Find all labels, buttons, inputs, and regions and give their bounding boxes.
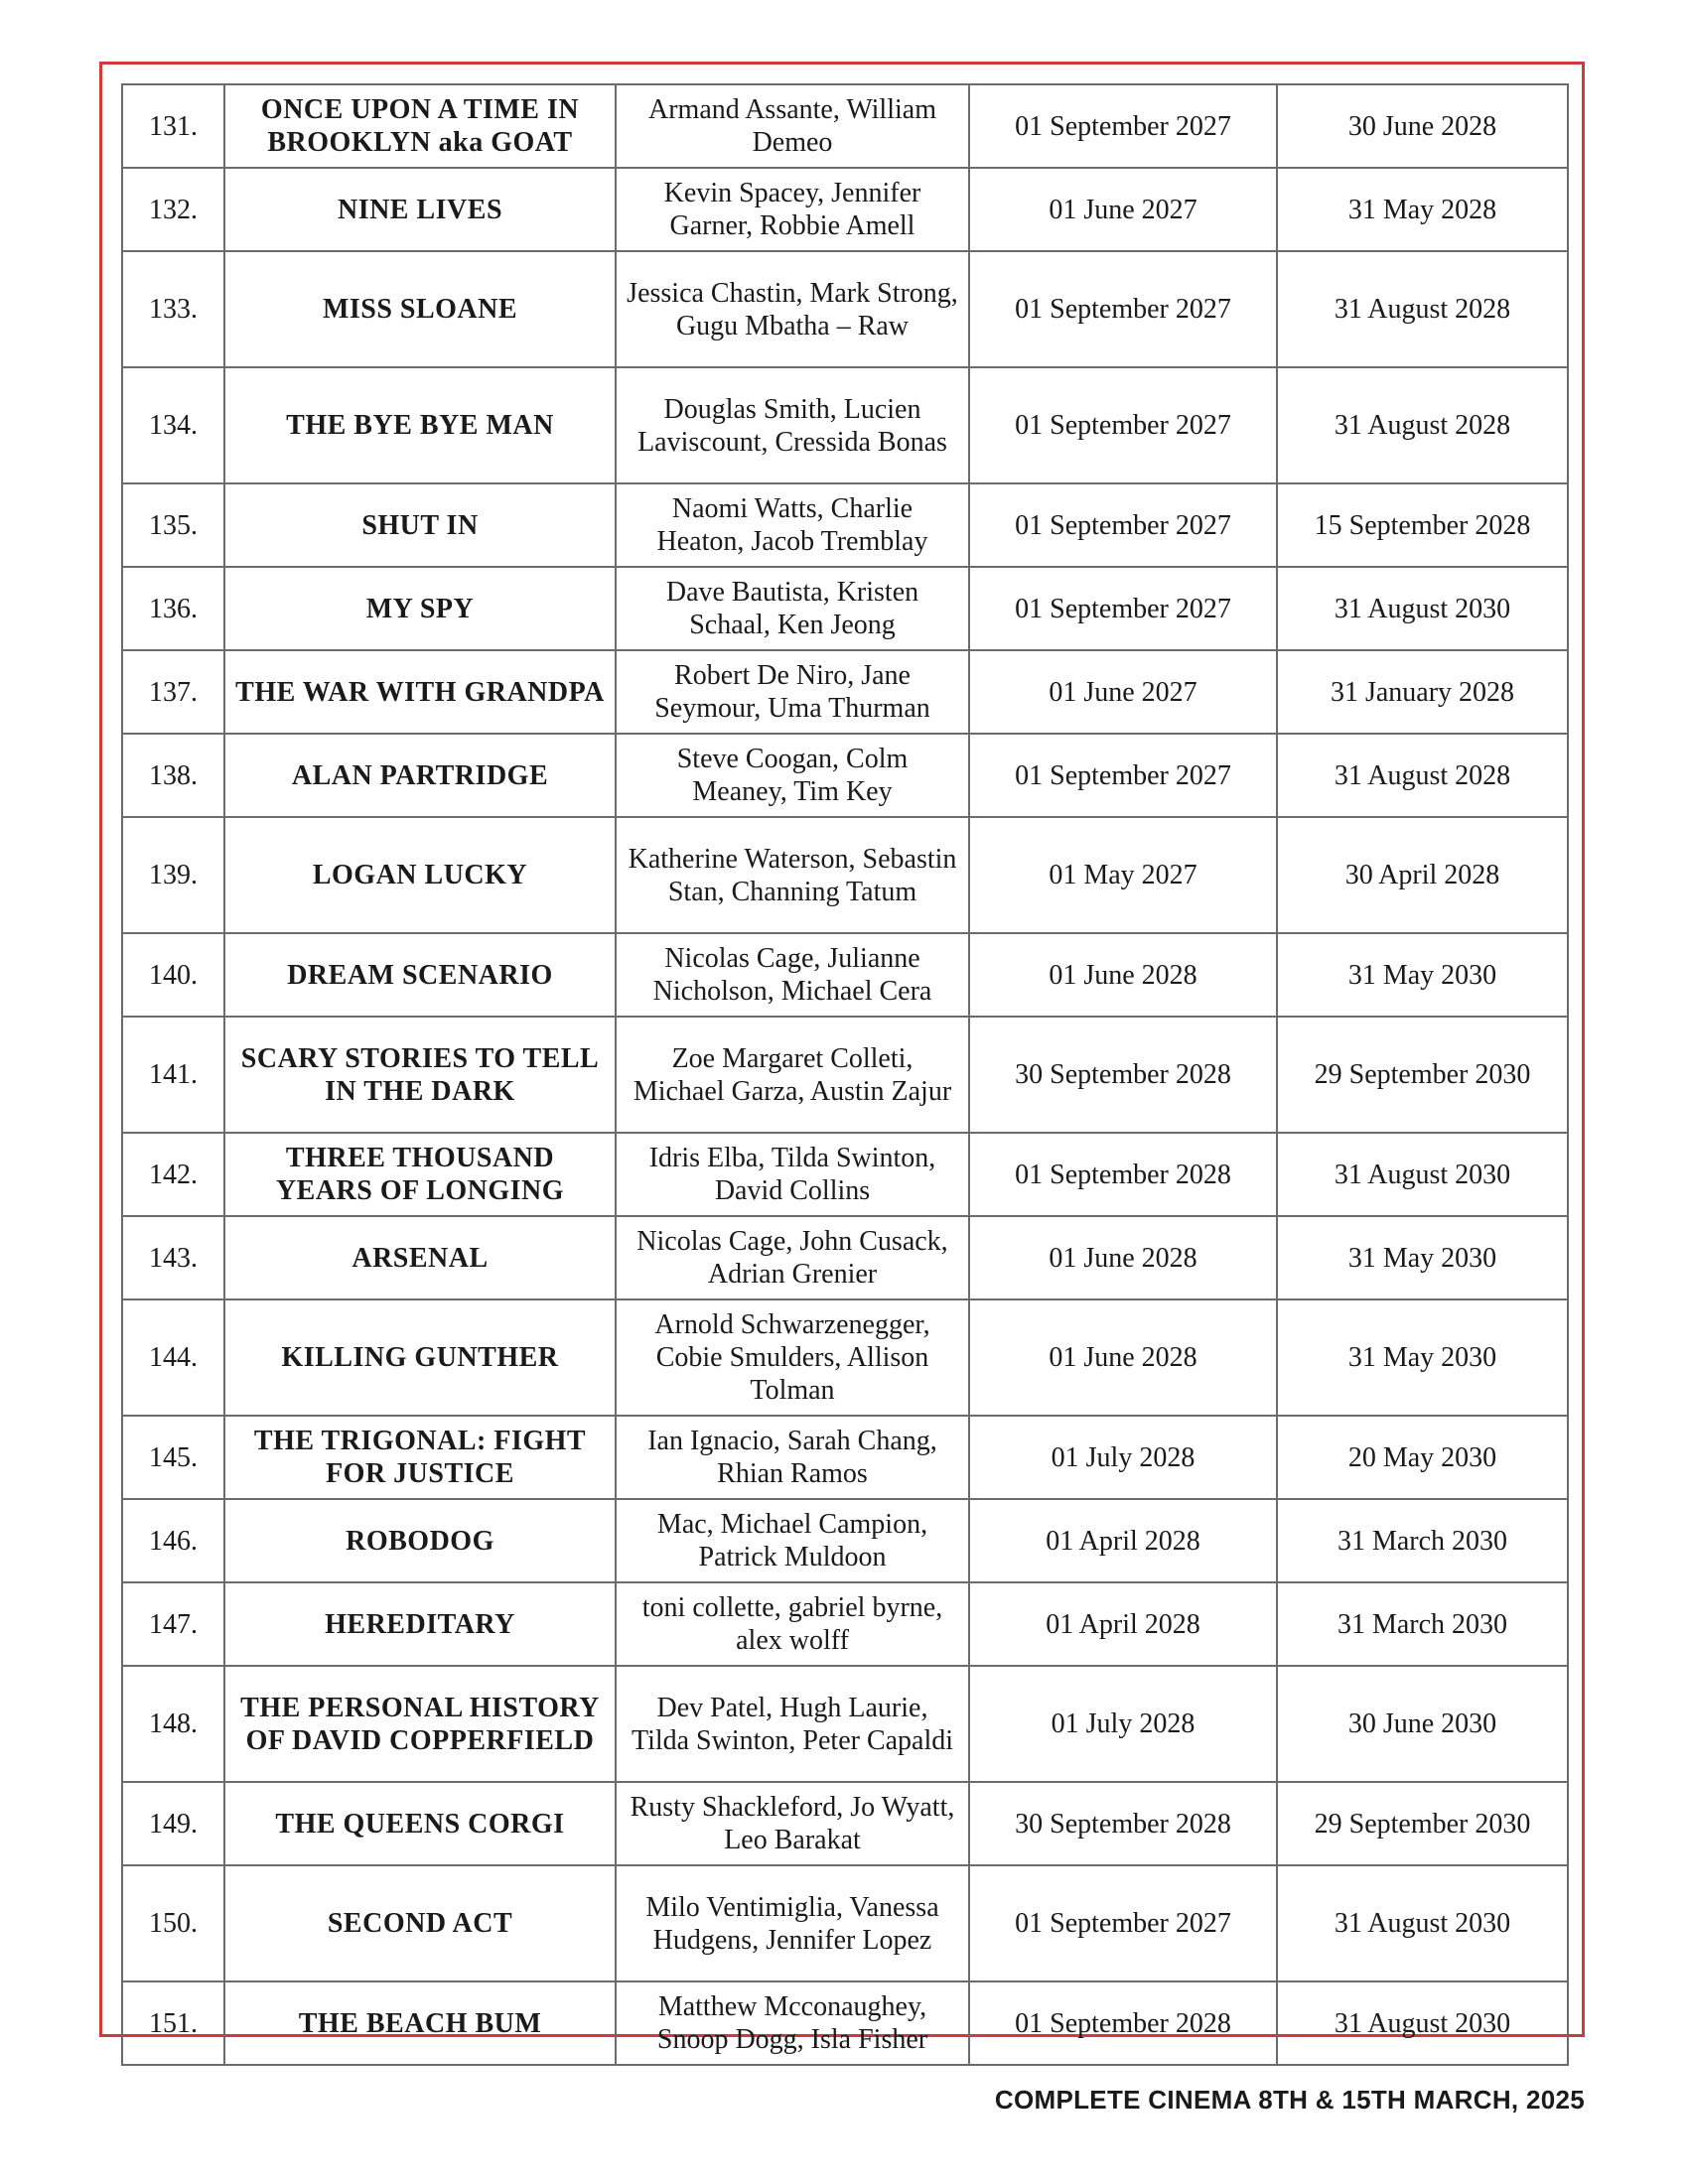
table-row bbox=[122, 251, 1568, 367]
film-title: DREAM SCENARIO bbox=[224, 933, 616, 1017]
film-cast: Zoe Margaret Colleti, Michael Garza, Austin Zajur bbox=[616, 1017, 969, 1133]
license-end-date: 31 August 2028 bbox=[1277, 251, 1568, 367]
license-end-date: 31 August 2030 bbox=[1277, 1865, 1568, 1981]
film-cast: Jessica Chastin, Mark Strong, Gugu Mbatha – Raw bbox=[616, 251, 969, 367]
license-end-date: 29 September 2030 bbox=[1277, 1782, 1568, 1865]
film-number: 134. bbox=[122, 367, 224, 483]
film-title: SCARY STORIES TO TELL IN THE DARK bbox=[224, 1017, 616, 1133]
film-number: 146. bbox=[122, 1499, 224, 1582]
license-start-date: 01 June 2028 bbox=[969, 933, 1277, 1017]
film-cast: Naomi Watts, Charlie Heaton, Jacob Tremblay bbox=[616, 483, 969, 567]
film-number: 148. bbox=[122, 1666, 224, 1782]
film-cast: Dev Patel, Hugh Laurie, Tilda Swinton, Peter Capaldi bbox=[616, 1666, 969, 1782]
film-title: THE PERSONAL HISTORY OF DAVID COPPERFIELD bbox=[224, 1666, 616, 1782]
license-end-date: 31 January 2028 bbox=[1277, 650, 1568, 734]
film-title: THE BEACH BUM bbox=[224, 1981, 616, 2065]
license-start-date: 01 September 2027 bbox=[969, 483, 1277, 567]
film-number: 151. bbox=[122, 1981, 224, 2065]
license-end-date: 15 September 2028 bbox=[1277, 483, 1568, 567]
license-start-date: 01 July 2028 bbox=[969, 1666, 1277, 1782]
table-row bbox=[122, 1782, 1568, 1865]
film-title: THE WAR WITH GRANDPA bbox=[224, 650, 616, 734]
license-end-date: 30 April 2028 bbox=[1277, 817, 1568, 933]
film-number: 132. bbox=[122, 168, 224, 251]
film-cast: Matthew Mcconaughey, Snoop Dogg, Isla Fisher bbox=[616, 1981, 969, 2065]
film-cast: Armand Assante, William Demeo bbox=[616, 84, 969, 168]
license-end-date: 30 June 2030 bbox=[1277, 1666, 1568, 1782]
table-row bbox=[122, 1216, 1568, 1299]
film-title: NINE LIVES bbox=[224, 168, 616, 251]
table-row bbox=[122, 650, 1568, 734]
license-end-date: 31 August 2028 bbox=[1277, 734, 1568, 817]
license-end-date: 31 May 2028 bbox=[1277, 168, 1568, 251]
film-title: THE TRIGONAL: FIGHT FOR JUSTICE bbox=[224, 1416, 616, 1499]
license-start-date: 01 June 2027 bbox=[969, 168, 1277, 251]
license-end-date: 31 May 2030 bbox=[1277, 933, 1568, 1017]
license-start-date: 01 July 2028 bbox=[969, 1416, 1277, 1499]
film-cast: Nicolas Cage, Julianne Nicholson, Michael Cera bbox=[616, 933, 969, 1017]
film-cast: Katherine Waterson, Sebastin Stan, Channing Tatum bbox=[616, 817, 969, 933]
table-row bbox=[122, 1017, 1568, 1133]
films-table bbox=[121, 83, 1569, 2066]
film-number: 131. bbox=[122, 84, 224, 168]
license-end-date: 31 August 2028 bbox=[1277, 367, 1568, 483]
footer-publication-line: COMPLETE CINEMA 8TH & 15TH MARCH, 2025 bbox=[994, 2085, 1585, 2115]
table-row bbox=[122, 84, 1568, 168]
film-number: 145. bbox=[122, 1416, 224, 1499]
film-number: 142. bbox=[122, 1133, 224, 1216]
film-number: 136. bbox=[122, 567, 224, 650]
film-number: 135. bbox=[122, 483, 224, 567]
license-start-date: 01 September 2027 bbox=[969, 567, 1277, 650]
film-cast: Milo Ventimiglia, Vanessa Hudgens, Jennifer Lopez bbox=[616, 1865, 969, 1981]
license-start-date: 01 June 2028 bbox=[969, 1216, 1277, 1299]
license-end-date: 31 March 2030 bbox=[1277, 1582, 1568, 1666]
film-cast: Nicolas Cage, John Cusack, Adrian Grenier bbox=[616, 1216, 969, 1299]
film-title: MISS SLOANE bbox=[224, 251, 616, 367]
film-title: ROBODOG bbox=[224, 1499, 616, 1582]
film-title: MY SPY bbox=[224, 567, 616, 650]
film-number: 133. bbox=[122, 251, 224, 367]
film-number: 137. bbox=[122, 650, 224, 734]
table-row bbox=[122, 1666, 1568, 1782]
film-cast: toni collette, gabriel byrne, alex wolff bbox=[616, 1582, 969, 1666]
film-number: 147. bbox=[122, 1582, 224, 1666]
license-start-date: 01 May 2027 bbox=[969, 817, 1277, 933]
license-end-date: 31 August 2030 bbox=[1277, 567, 1568, 650]
license-end-date: 31 May 2030 bbox=[1277, 1299, 1568, 1416]
film-title: KILLING GUNTHER bbox=[224, 1299, 616, 1416]
license-start-date: 01 April 2028 bbox=[969, 1499, 1277, 1582]
film-number: 143. bbox=[122, 1216, 224, 1299]
license-end-date: 30 June 2028 bbox=[1277, 84, 1568, 168]
license-start-date: 01 September 2027 bbox=[969, 1865, 1277, 1981]
film-number: 150. bbox=[122, 1865, 224, 1981]
film-cast: Dave Bautista, Kristen Schaal, Ken Jeong bbox=[616, 567, 969, 650]
film-title: ONCE UPON A TIME IN BROOKLYN aka GOAT bbox=[224, 84, 616, 168]
table-row bbox=[122, 1416, 1568, 1499]
film-cast: Arnold Schwarzenegger, Cobie Smulders, Allison Tolman bbox=[616, 1299, 969, 1416]
license-start-date: 30 September 2028 bbox=[969, 1782, 1277, 1865]
license-end-date: 31 August 2030 bbox=[1277, 1133, 1568, 1216]
table-row bbox=[122, 168, 1568, 251]
film-title: THREE THOUSAND YEARS OF LONGING bbox=[224, 1133, 616, 1216]
table-row bbox=[122, 817, 1568, 933]
film-number: 144. bbox=[122, 1299, 224, 1416]
film-number: 149. bbox=[122, 1782, 224, 1865]
film-title: ARSENAL bbox=[224, 1216, 616, 1299]
film-cast: Mac, Michael Campion, Patrick Muldoon bbox=[616, 1499, 969, 1582]
film-cast: Kevin Spacey, Jennifer Garner, Robbie Amell bbox=[616, 168, 969, 251]
film-title: HEREDITARY bbox=[224, 1582, 616, 1666]
license-end-date: 20 May 2030 bbox=[1277, 1416, 1568, 1499]
film-title: SECOND ACT bbox=[224, 1865, 616, 1981]
license-end-date: 31 March 2030 bbox=[1277, 1499, 1568, 1582]
table-row bbox=[122, 1133, 1568, 1216]
film-cast: Ian Ignacio, Sarah Chang, Rhian Ramos bbox=[616, 1416, 969, 1499]
film-number: 138. bbox=[122, 734, 224, 817]
film-cast: Rusty Shackleford, Jo Wyatt, Leo Barakat bbox=[616, 1782, 969, 1865]
table-row bbox=[122, 367, 1568, 483]
film-cast: Robert De Niro, Jane Seymour, Uma Thurman bbox=[616, 650, 969, 734]
film-title: THE QUEENS CORGI bbox=[224, 1782, 616, 1865]
table-row bbox=[122, 1582, 1568, 1666]
film-cast: Steve Coogan, Colm Meaney, Tim Key bbox=[616, 734, 969, 817]
license-start-date: 01 April 2028 bbox=[969, 1582, 1277, 1666]
film-title: ALAN PARTRIDGE bbox=[224, 734, 616, 817]
license-start-date: 01 June 2027 bbox=[969, 650, 1277, 734]
license-start-date: 01 September 2027 bbox=[969, 734, 1277, 817]
table-row bbox=[122, 1499, 1568, 1582]
film-number: 141. bbox=[122, 1017, 224, 1133]
license-start-date: 01 September 2027 bbox=[969, 367, 1277, 483]
table-row bbox=[122, 1981, 1568, 2065]
film-cast: Douglas Smith, Lucien Laviscount, Cressida Bonas bbox=[616, 367, 969, 483]
license-start-date: 01 September 2028 bbox=[969, 1981, 1277, 2065]
film-number: 139. bbox=[122, 817, 224, 933]
license-start-date: 01 June 2028 bbox=[969, 1299, 1277, 1416]
license-start-date: 01 September 2027 bbox=[969, 84, 1277, 168]
film-title: THE BYE BYE MAN bbox=[224, 367, 616, 483]
table-row bbox=[122, 567, 1568, 650]
license-start-date: 30 September 2028 bbox=[969, 1017, 1277, 1133]
table-row bbox=[122, 734, 1568, 817]
film-title: SHUT IN bbox=[224, 483, 616, 567]
table-row bbox=[122, 483, 1568, 567]
license-end-date: 29 September 2030 bbox=[1277, 1017, 1568, 1133]
film-number: 140. bbox=[122, 933, 224, 1017]
film-cast: Idris Elba, Tilda Swinton, David Collins bbox=[616, 1133, 969, 1216]
license-end-date: 31 August 2030 bbox=[1277, 1981, 1568, 2065]
table-row bbox=[122, 1865, 1568, 1981]
film-title: LOGAN LUCKY bbox=[224, 817, 616, 933]
table-row bbox=[122, 933, 1568, 1017]
license-end-date: 31 May 2030 bbox=[1277, 1216, 1568, 1299]
license-start-date: 01 September 2028 bbox=[969, 1133, 1277, 1216]
license-start-date: 01 September 2027 bbox=[969, 251, 1277, 367]
table-row bbox=[122, 1299, 1568, 1416]
